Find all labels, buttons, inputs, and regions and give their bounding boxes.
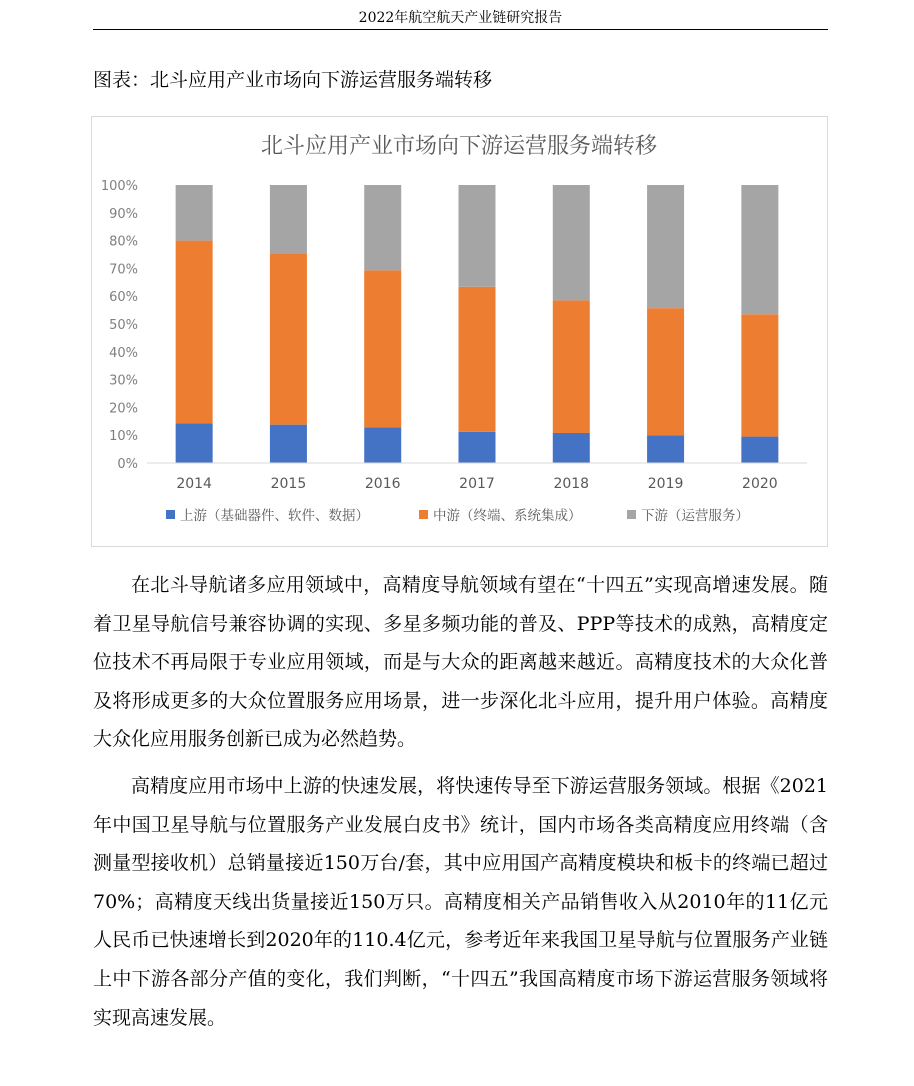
paragraph-1: 在北斗导航诸多应用领域中，高精度导航领域有望在“十四五”实现高增速发展。随着卫星导航信号兼容协调的实现、多星多频功能的普及、PPP等技术的成熟，高精度定位技术不再局限于专业应用领域，而是与大众的距离越来越近。高精度技术的大众化普及将形成更多的大众位置服务应用场景，进一步深化北斗应用，提升用户体验。高精度大众化应用服务创新已成为必然趋势。 bbox=[93, 574, 828, 751]
bar-segment-series-3-2014 bbox=[176, 185, 213, 241]
bar-segment-series-3-2016 bbox=[364, 185, 401, 270]
y-tick-label: 80% bbox=[109, 234, 138, 250]
legend-label: 中游（终端、系统集成） bbox=[433, 508, 582, 524]
bar-segment-series-3-2018 bbox=[553, 185, 590, 300]
bar-segment-series-1-2017 bbox=[459, 432, 496, 463]
x-tick-label: 2015 bbox=[270, 476, 307, 492]
running-header: 2022年航空航天产业链研究报告 bbox=[358, 10, 563, 26]
y-tick-label: 20% bbox=[109, 401, 138, 417]
chart-title: 北斗应用产业市场向下游运营服务端转移 bbox=[260, 134, 658, 159]
stacked-bar-chart bbox=[92, 117, 827, 546]
legend-label: 下游（运营服务） bbox=[641, 508, 749, 524]
y-tick-label: 60% bbox=[109, 290, 138, 306]
legend-label: 上游（基础器件、软件、数据） bbox=[180, 508, 369, 524]
y-tick-label: 0% bbox=[117, 457, 138, 472]
chart-frame bbox=[91, 116, 828, 547]
bar-segment-series-3-2015 bbox=[270, 185, 307, 253]
bar-segment-series-2-2020 bbox=[741, 314, 778, 436]
bar-segment-series-2-2015 bbox=[270, 253, 307, 424]
x-tick-label: 2017 bbox=[459, 476, 495, 492]
bar-segment-series-2-2017 bbox=[459, 287, 496, 432]
bar-segment-series-2-2019 bbox=[647, 308, 684, 435]
y-tick-label: 90% bbox=[109, 206, 138, 222]
legend-swatch bbox=[166, 510, 175, 519]
paragraph-2: 高精度应用市场中上游的快速发展，将快速传导至下游运营服务领域。根据《2021年中国卫星导航与位置服务产业发展白皮书》统计，国内市场各类高精度应用终端（含测量型接收机）总销量接近150万台/套，其中应用国产高精度模块和板卡的终端已超过70%；高精度天线出货量接近150万只。高精度相关产品销售收入从2010年的11亿元人民币已快速增长到2020年的110.4亿元，参考近年来我国卫星导航与位置服务产业链上中下游各部分产值的变化，我们判断，“十四五”我国高精度市场下游运营服务领域将实现高速发展。 bbox=[93, 774, 828, 1029]
bar-segment-series-1-2016 bbox=[364, 427, 401, 463]
y-tick-label: 70% bbox=[109, 262, 138, 278]
x-tick-label: 2019 bbox=[647, 476, 684, 492]
x-axis bbox=[147, 463, 807, 492]
bar-segment-series-1-2014 bbox=[176, 423, 213, 463]
header-rule bbox=[93, 29, 828, 30]
y-tick-label: 50% bbox=[109, 318, 138, 333]
bar-segment-series-1-2015 bbox=[270, 425, 307, 463]
y-axis bbox=[101, 179, 138, 472]
legend bbox=[166, 507, 749, 524]
y-tick-label: 30% bbox=[109, 373, 138, 389]
legend-swatch bbox=[419, 510, 428, 519]
bar-segment-series-1-2018 bbox=[553, 433, 590, 463]
bar-segment-series-2-2014 bbox=[176, 241, 213, 424]
bar-segment-series-1-2020 bbox=[741, 437, 778, 463]
bars bbox=[176, 185, 779, 463]
bar-segment-series-2-2016 bbox=[364, 270, 401, 427]
body-text bbox=[93, 566, 828, 1037]
y-tick-label: 10% bbox=[109, 429, 138, 445]
y-tick-label: 100% bbox=[100, 179, 138, 194]
bar-segment-series-2-2018 bbox=[553, 300, 590, 433]
x-tick-label: 2016 bbox=[364, 476, 401, 492]
x-tick-label: 2018 bbox=[553, 476, 590, 492]
x-tick-label: 2020 bbox=[742, 476, 778, 492]
x-tick-label: 2014 bbox=[176, 476, 212, 492]
bar-segment-series-3-2017 bbox=[459, 185, 496, 287]
bar-segment-series-3-2019 bbox=[647, 185, 684, 308]
bar-segment-series-3-2020 bbox=[741, 185, 778, 314]
legend-swatch bbox=[627, 510, 636, 519]
figure-caption: 图表：北斗应用产业市场向下游运营服务端转移 bbox=[93, 69, 493, 91]
bar-segment-series-1-2019 bbox=[647, 435, 684, 463]
y-tick-label: 40% bbox=[109, 345, 138, 361]
